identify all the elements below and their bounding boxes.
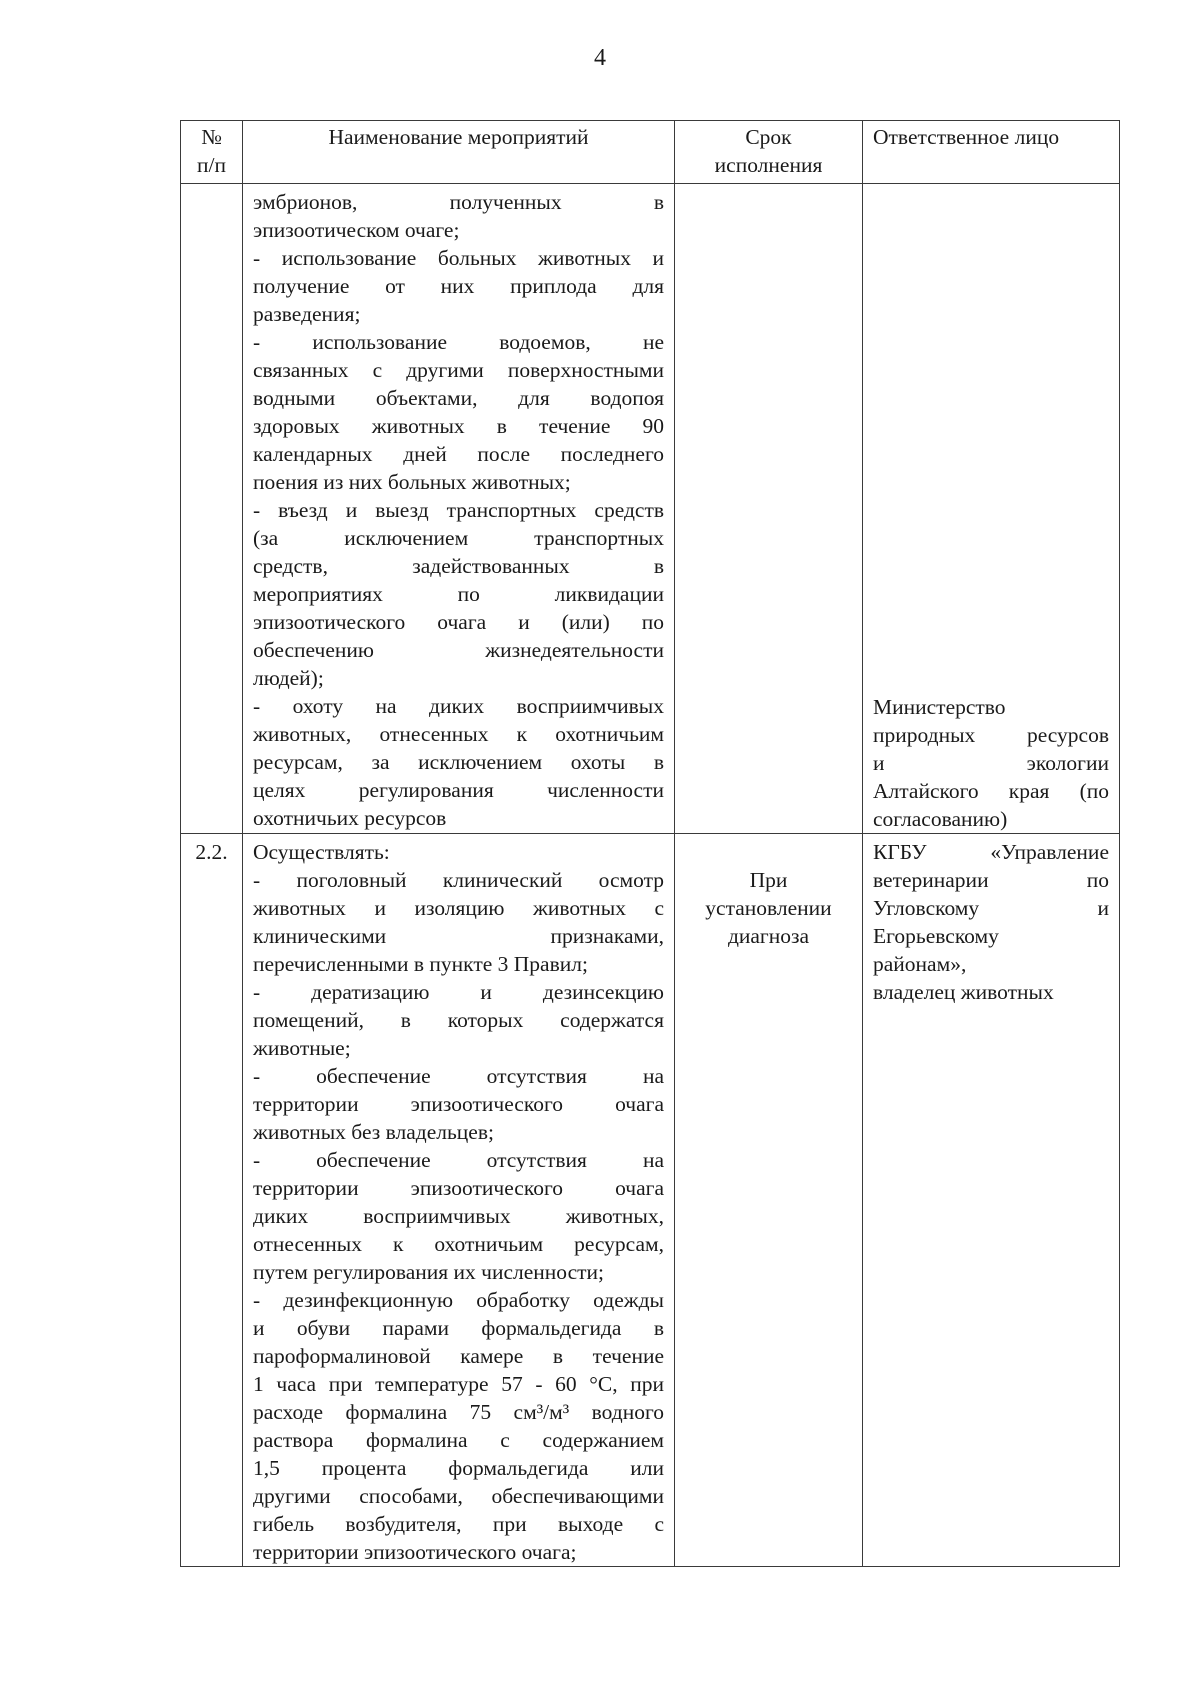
description-line: людей); [253, 666, 324, 690]
description-line: - использование больных животных и [253, 246, 664, 270]
description-line: - охоту на диких восприимчивых [253, 694, 664, 718]
description-line: другими способами, обеспечивающими [253, 1484, 664, 1508]
description-line: календарных дней после последнего [253, 442, 664, 466]
responsible-line: владелец животных [873, 980, 1054, 1004]
measures-table [180, 120, 1120, 1567]
term-line: диагноза [727, 924, 810, 948]
description-line: перечисленными в пункте 3 Правил; [253, 952, 588, 976]
header-name: Наименование мероприятий [243, 121, 675, 184]
description-line: - обеспечение отсутствия на [253, 1064, 664, 1088]
row-term [675, 184, 863, 834]
header-term [675, 121, 863, 184]
description-line: расходе формалина 75 см³/м³ водного [253, 1400, 664, 1424]
description-line: раствора формалина с содержанием [253, 1428, 664, 1452]
description-line: - въезд и выезд транспортных средств [253, 498, 664, 522]
description-line: - поголовный клинический осмотр [253, 868, 664, 892]
description-line: пароформалиновой камере в течение [253, 1344, 664, 1368]
header-number-line: п/п [197, 153, 226, 177]
description-line: ресурсам, за исключением охоты в [253, 750, 664, 774]
header-number-line: № [201, 125, 222, 149]
description-line: эмбрионов, полученных в [253, 190, 664, 214]
responsible-line: и экологии [873, 751, 1109, 775]
description-line: животные; [253, 1036, 351, 1060]
description-line: - дезинфекционную обработку одежды [253, 1288, 664, 1312]
description-line: разведения; [253, 302, 361, 326]
responsible-line: ветеринарии по [873, 868, 1109, 892]
description-line: - использование водоемов, не [253, 330, 664, 354]
description-line: получение от них приплода для [253, 274, 664, 298]
description-line: животных, отнесенных к охотничьим [253, 722, 664, 746]
term-line: При [749, 868, 788, 892]
description-line: - обеспечение отсутствия на [253, 1148, 664, 1172]
term-line: установлении [705, 896, 832, 920]
description-line: водными объектами, для водопоя [253, 386, 664, 410]
description-line: клиническими признаками, [253, 924, 664, 948]
table-row [181, 184, 1120, 834]
table-row [181, 834, 1120, 1567]
row-description [243, 834, 675, 1567]
row-number: 2.2. [181, 834, 243, 1567]
responsible-line: согласованию) [873, 807, 1008, 831]
row-description [243, 184, 675, 834]
responsible-line: Алтайского края (по [873, 779, 1109, 803]
description-line: территории эпизоотического очага; [253, 1540, 577, 1564]
description-line: эпизоотического очага и (или) по [253, 610, 664, 634]
responsible-line: Угловскому и [873, 896, 1109, 920]
description-line: и обуви парами формальдегида в [253, 1316, 664, 1340]
description-line: отнесенных к охотничьим ресурсам, [253, 1232, 664, 1256]
description-line: целях регулирования численности [253, 778, 664, 802]
description-line: здоровых животных в течение 90 [253, 414, 664, 438]
description-line: охотничьих ресурсов [253, 806, 447, 830]
table-header-row [181, 121, 1120, 184]
description-line: эпизоотическом очаге; [253, 218, 460, 242]
responsible-line: природных ресурсов [873, 723, 1109, 747]
description-line: связанных с другими поверхностными [253, 358, 664, 382]
header-responsible: Ответственное лицо [863, 121, 1120, 184]
description-line: животных и изоляцию животных с [253, 896, 664, 920]
description-line: - дератизацию и дезинсекцию [253, 980, 664, 1004]
responsible-line: Министерство [873, 695, 1006, 719]
responsible-line: Егорьевскому [873, 924, 999, 948]
responsible-line: районам», [873, 952, 967, 976]
description-line: (за исключением транспортных [253, 526, 664, 550]
row-term [675, 834, 863, 1567]
description-line: мероприятиях по ликвидации [253, 582, 664, 606]
description-line: обеспечению жизнедеятельности [253, 638, 664, 662]
description-line: территории эпизоотического очага [253, 1092, 664, 1116]
description-line: территории эпизоотического очага [253, 1176, 664, 1200]
row-number [181, 184, 243, 834]
row-responsible [863, 834, 1120, 1567]
page-number: 4 [594, 45, 606, 71]
description-line: Осуществлять: [253, 840, 390, 864]
description-line: 1,5 процента формальдегида или [253, 1456, 664, 1480]
header-term-line: исполнения [714, 153, 823, 177]
description-line: средств, задействованных в [253, 554, 664, 578]
description-line: поения из них больных животных; [253, 470, 571, 494]
description-line: помещений, в которых содержатся [253, 1008, 664, 1032]
header-number [181, 121, 243, 184]
description-line: путем регулирования их численности; [253, 1260, 604, 1284]
description-line: гибель возбудителя, при выходе с [253, 1512, 664, 1536]
description-line: 1 часа при температуре 57 - 60 °С, при [253, 1372, 664, 1396]
description-line: животных без владельцев; [253, 1120, 494, 1144]
responsible-line: КГБУ «Управление [873, 840, 1109, 864]
description-line: диких восприимчивых животных, [253, 1204, 664, 1228]
term-spacer [685, 838, 852, 866]
header-term-line: Срок [745, 125, 792, 149]
row-responsible [863, 184, 1120, 834]
